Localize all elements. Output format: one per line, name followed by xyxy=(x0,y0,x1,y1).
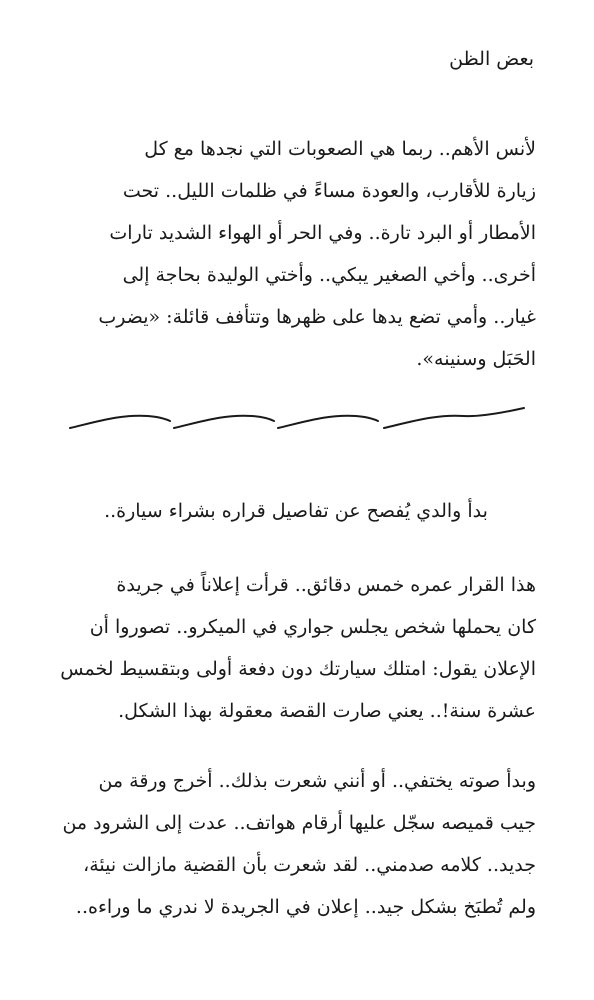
text-line: زيارة للأقارب، والعودة مساءً في ظلمات الليل.. تحت xyxy=(122,180,536,202)
wave-stroke xyxy=(70,416,170,428)
previous-paragraph-tail: بعض الظن xyxy=(449,48,534,70)
text-line: جيب قميصه سجّل عليها أرقام هواتف.. عدت إلى الشرود من xyxy=(62,812,536,834)
text-line: هذا القرار عمره خمس دقائق.. قرأت إعلاناً في جريدة xyxy=(116,574,536,596)
paragraph-car-decision xyxy=(56,490,536,532)
text-line: بدأ والدي يُفصح عن تفاصيل قراره بشراء سيارة.. xyxy=(104,500,488,522)
paragraph-newspaper-ad xyxy=(56,564,536,732)
text-line: الأمطار أو البرد تارة.. وفي الحر أو الهواء الشديد تارات xyxy=(109,222,536,244)
text-line: عشرة سنة!.. يعني صارت القصة معقولة بهذا الشكل. xyxy=(118,700,536,722)
wave-stroke xyxy=(384,408,524,428)
wave-stroke xyxy=(278,416,378,428)
text-line: ولم تُطبَخ بشكل جيد.. إعلان في الجريدة لا ندري ما وراءه.. xyxy=(75,896,536,918)
text-line: وبدأ صوته يختفي.. أو أنني شعرت بذلك.. أخرج ورقة من xyxy=(98,770,536,792)
text-line: جديد.. كلامه صدمني.. لقد شعرت بأن القضية مازالت نيئة، xyxy=(83,854,536,876)
paragraph-relatives-visits xyxy=(56,128,536,380)
wave-stroke xyxy=(174,416,274,428)
paragraph-fading-voice xyxy=(56,760,536,928)
text-line: غيار.. وأمي تضع يدها على ظهرها وتتأفف قائلة: «يضرب xyxy=(98,306,536,328)
wave-divider-ornament xyxy=(66,402,528,438)
text-line: كان يحملها شخص يجلس جواري في الميكرو.. تصوروا أن xyxy=(89,616,536,638)
text-line: الإعلان يقول: امتلك سيارتك دون دفعة أولى وبتقسيط لخمس xyxy=(60,658,536,680)
text-line: الحَبَل وسنينه». xyxy=(416,348,536,370)
text-line: لأنس الأهم.. ربما هي الصعوبات التي نجدها مع كل xyxy=(144,138,536,160)
text-line: أخرى.. وأخي الصغير يبكي.. وأختي الوليدة بحاجة إلى xyxy=(122,264,536,286)
